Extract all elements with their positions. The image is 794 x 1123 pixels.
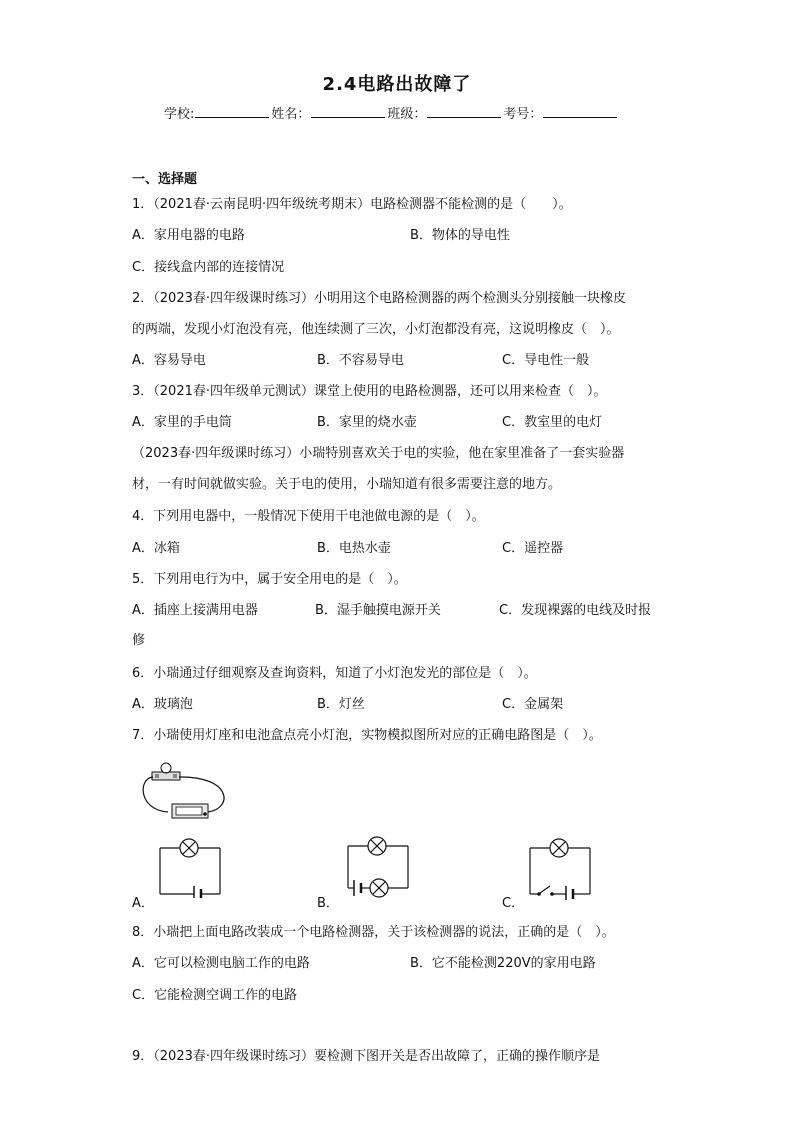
q2-option-a: A．容易导电 <box>132 353 206 368</box>
class-blank[interactable] <box>427 105 501 118</box>
q2-option-b: B．不容易导电 <box>317 353 404 368</box>
q6-option-c: C．金属架 <box>502 697 564 712</box>
class-label: 班级： <box>387 107 427 122</box>
q2-option-c: C．导电性一般 <box>502 353 590 368</box>
q1-stem: 1．（2021春·云南昆明·四年级统考期末）电路检测器不能检测的是（ ）。 <box>132 197 572 212</box>
passage-line1: （2023春·四年级课时练习）小瑞特别喜欢关于电的实验，他在家里准备了一套实验器 <box>132 446 625 461</box>
q5-stem: 5．下列用电行为中，属于安全用电的是（ ）。 <box>132 572 407 587</box>
q7-stem: 7．小瑞使用灯座和电池盒点亮小灯泡，实物模拟图所对应的正确电路图是（ ）。 <box>132 728 602 743</box>
q6-option-a: A．玻璃泡 <box>132 697 193 712</box>
name-label: 姓名： <box>271 107 311 122</box>
school-blank[interactable] <box>195 105 269 118</box>
q3-option-b: B．家里的烧水壶 <box>317 415 417 430</box>
q3-option-c: C．教室里的电灯 <box>502 415 603 430</box>
circuit-diagram-b <box>344 834 412 898</box>
q8-option-c: C．它能检测空调工作的电路 <box>132 988 298 1003</box>
q3-option-a: A．家里的手电筒 <box>132 415 232 430</box>
q2-stem-line1: 2．（2023春·四年级课时练习）小明用这个电路检测器的两个检测头分别接触一块橡皮 <box>132 291 626 306</box>
q7-option-c: C． <box>502 896 525 911</box>
q1-option-c: C．接线盒内部的连接情况 <box>132 260 285 275</box>
school-label: 学校: <box>164 107 195 122</box>
q5-option-b: B．湿手触摸电源开关 <box>315 603 441 618</box>
name-blank[interactable] <box>311 105 385 118</box>
number-label: 考号： <box>503 107 543 122</box>
q4-option-c: C．遥控器 <box>502 541 564 556</box>
q8-stem: 8．小瑞把上面电路改装成一个电路检测器，关于该检测器的说法，正确的是（ ）。 <box>132 925 615 940</box>
q1-option-b: B．物体的导电性 <box>410 228 510 243</box>
q7-option-a: A． <box>132 896 154 911</box>
q5-option-a: A．插座上接满用电器 <box>132 603 258 618</box>
q9-stem: 9．（2023春·四年级课时练习）要检测下图开关是否出故障了，正确的操作顺序是 <box>132 1049 600 1064</box>
q1-option-a: A．家用电器的电路 <box>132 228 245 243</box>
physical-circuit-illustration <box>136 758 236 826</box>
q8-option-a: A．它可以检测电脑工作的电路 <box>132 956 310 971</box>
q4-option-b: B．电热水壶 <box>317 541 391 556</box>
passage-line2: 材，一有时间就做实验。关于电的使用，小瑞知道有很多需要注意的地方。 <box>132 477 562 492</box>
q5-option-c: C．发现裸露的电线及时报 <box>499 603 652 618</box>
q3-stem: 3．（2021春·四年级单元测试）课堂上使用的电路检测器，还可以用来检查（ ）。 <box>132 384 607 399</box>
page-title: 2.4电路出故障了 <box>322 74 472 95</box>
q5-option-c-continued: 修 <box>132 633 146 648</box>
section-heading: 一、选择题 <box>132 172 198 187</box>
q6-option-b: B．灯丝 <box>317 697 365 712</box>
q6-stem: 6．小瑞通过仔细观察及查询资料，知道了小灯泡发光的部位是（ ）。 <box>132 666 537 681</box>
circuit-diagram-c <box>528 838 594 900</box>
student-info-row <box>164 103 619 122</box>
circuit-diagram-a <box>158 838 224 898</box>
number-blank[interactable] <box>543 105 617 118</box>
q2-stem-line2: 的两端，发现小灯泡没有亮，他连续测了三次，小灯泡都没有亮，这说明橡皮（ ）。 <box>132 322 620 337</box>
q4-option-a: A．冰箱 <box>132 541 180 556</box>
q7-option-b: B． <box>317 896 339 911</box>
q4-stem: 4．下列用电器中，一般情况下使用干电池做电源的是（ ）。 <box>132 509 485 524</box>
q8-option-b: B．它不能检测220V的家用电路 <box>410 956 596 971</box>
